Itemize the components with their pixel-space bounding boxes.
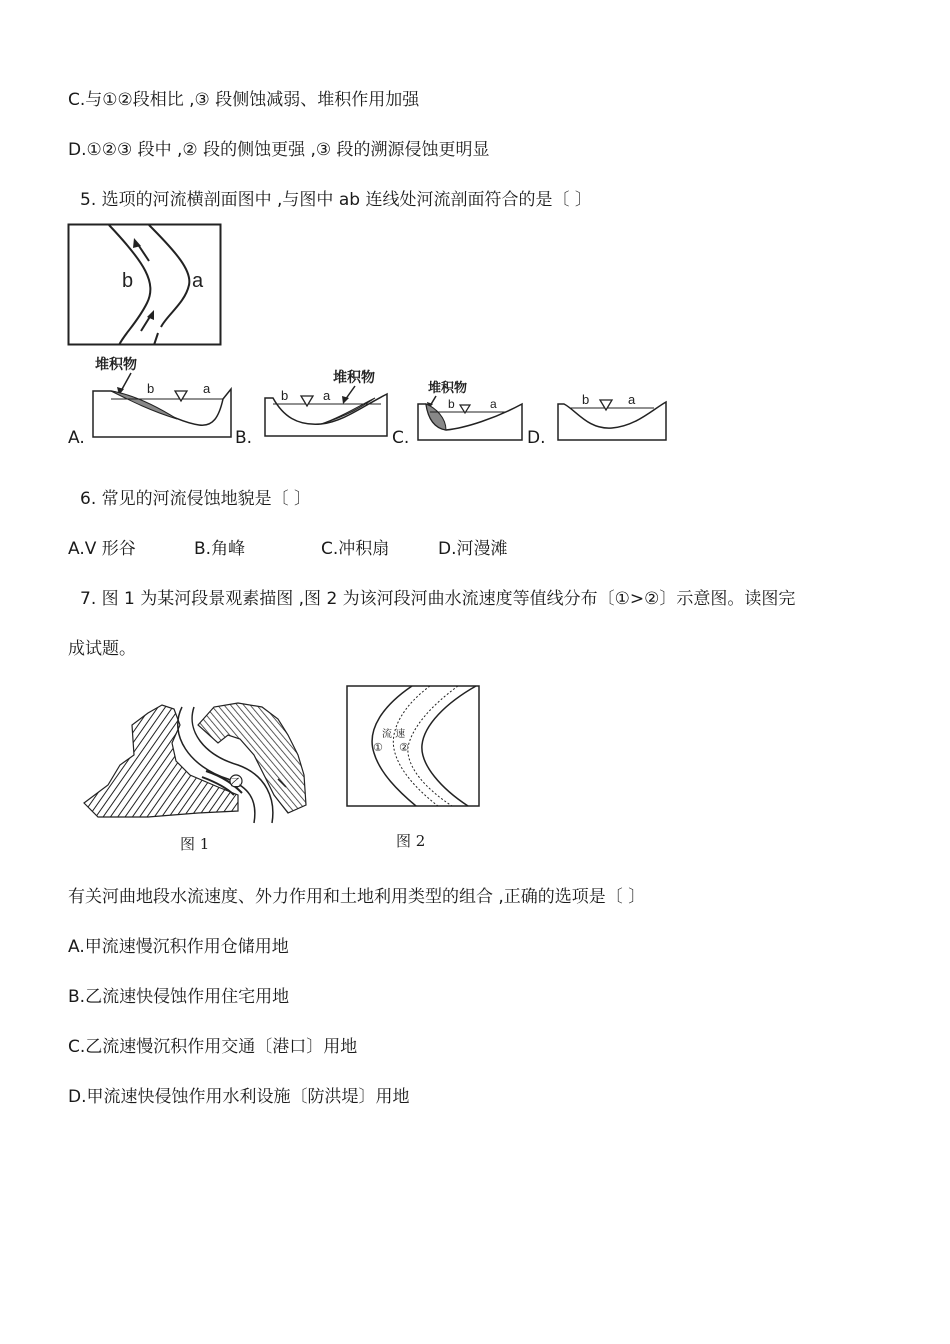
q7-figure1-caption: 图 1 — [180, 835, 210, 853]
profile-a-a: a — [203, 381, 211, 396]
q6-option-b: B.角峰 — [194, 539, 246, 559]
q7-figure2-caption: 图 2 — [396, 832, 426, 850]
fig2-mark-2: ② — [399, 741, 409, 754]
q7-question-line2: 成试题。 — [68, 639, 136, 659]
profile-c-b: b — [448, 397, 455, 411]
q7-option-b: B.乙流速快侵蚀作用住宅用地 — [68, 987, 290, 1007]
map-label-b: b — [122, 270, 134, 292]
profile-b-b: b — [281, 388, 289, 403]
q5-profile-d — [556, 390, 670, 444]
q6-option-c: C.冲积扇 — [321, 539, 390, 559]
q7-option-d: D.甲流速快侵蚀作用水利设施〔防洪堤〕用地 — [68, 1087, 410, 1107]
q4-option-c: C.与①②段相比 ,③ 段侧蚀减弱、堆积作用加强 — [68, 90, 420, 110]
q7-option-c: C.乙流速慢沉积作用交通〔港口〕用地 — [68, 1037, 358, 1057]
q4-option-d: D.①②③ 段中 ,② 段的侧蚀更强 ,③ 段的溯源侵蚀更明显 — [68, 140, 490, 160]
q5-profile-b — [263, 366, 391, 444]
q7-figure1-sketch — [78, 695, 310, 827]
q7-option-a: A.甲流速慢沉积作用仓储用地 — [68, 937, 289, 957]
fig1-label-yi: 乙 — [230, 776, 241, 789]
q5-option-c-label: C. — [392, 428, 410, 448]
q5-option-b-label: B. — [235, 428, 253, 448]
q5-question: 5. 选项的河流横剖面图中 ,与图中 ab 连线处河流剖面符合的是〔 〕 — [80, 190, 592, 210]
q6-option-a: A.V 形谷 — [68, 539, 136, 559]
q6-question: 6. 常见的河流侵蚀地貌是〔 〕 — [80, 489, 312, 509]
profile-a-deposit-label: 堆积物 — [95, 357, 137, 373]
q5-profile-c — [416, 378, 526, 444]
profile-b-deposit-label: 堆积物 — [333, 370, 375, 386]
profile-b-a: a — [323, 388, 331, 403]
fig2-mark-1: ① — [373, 741, 383, 754]
q7-figure2-velocity — [346, 685, 480, 807]
profile-c-a: a — [490, 397, 497, 411]
q5-profile-a — [91, 353, 235, 445]
fig2-label-velocity: 流 速 — [382, 729, 406, 740]
q6-option-d: D.河漫滩 — [438, 539, 508, 559]
q5-option-a-label: A. — [68, 428, 85, 448]
profile-c-deposit-label: 堆积物 — [428, 381, 468, 396]
profile-d-b: b — [582, 392, 590, 407]
map-label-a: a — [192, 270, 204, 292]
q7-question-line1: 7. 图 1 为某河段景观素描图 ,图 2 为该河段河曲水流速度等值线分布〔①>②〕示意图。读图完 — [80, 589, 796, 609]
profile-a-b: b — [147, 381, 155, 396]
profile-d-a: a — [628, 392, 636, 407]
q7-stem: 有关河曲地段水流速度、外力作用和土地利用类型的组合 ,正确的选项是〔 〕 — [68, 887, 646, 907]
q5-option-d-label: D. — [527, 428, 546, 448]
q5-river-map — [67, 223, 223, 347]
